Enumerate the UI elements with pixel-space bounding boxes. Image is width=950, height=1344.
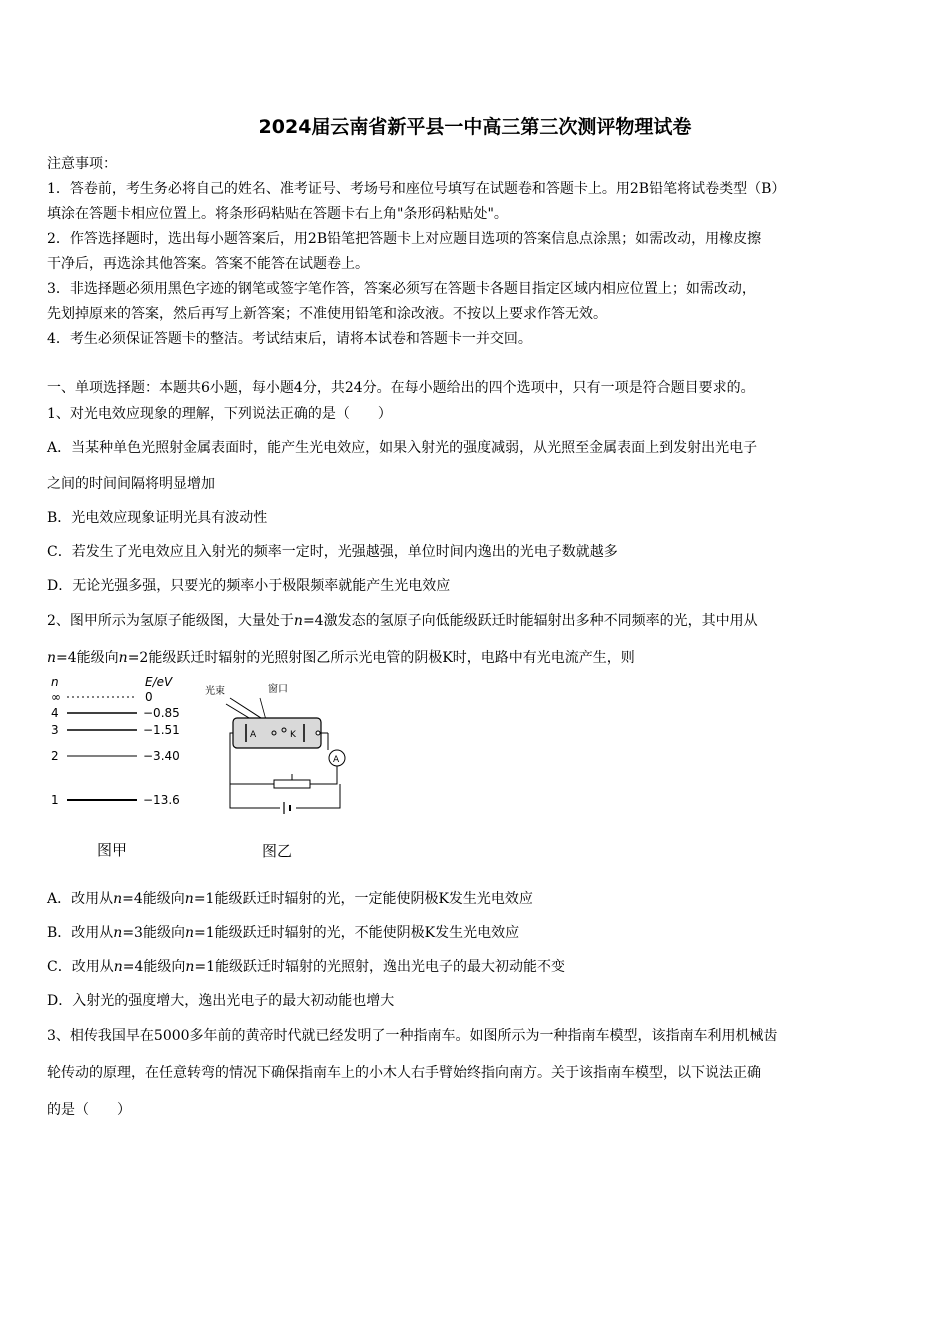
q1-option-a-line2: 之间的时间间隔将明显增加 [47,476,215,492]
notice-line-1: 1．答卷前，考生务必将自己的姓名、准考证号、考场号和座位号填写在试题卷和答题卡上。用2B铅笔将试卷类型（B） [47,181,786,197]
q2-option-c: C．改用从n=4能级向n=1能级跃迁时辐射的光照射，逸出光电子的最大初动能不变 [47,959,566,975]
q2-option-d: D．入射光的强度增大，逸出光电子的最大初动能也增大 [47,993,395,1009]
level-n-1: 1 [51,793,59,807]
n-header: n [51,675,59,689]
notice-line-3: 2．作答选择题时，选出每小题答案后，用2B铅笔把答题卡上对应题目选项的答案信息点涂黑；如需改动，用橡皮擦 [47,231,762,247]
terminal [316,731,320,735]
energy-level-diagram [45,673,195,863]
level-e-2: −3.40 [143,749,180,763]
notice-heading: 注意事项： [47,156,117,172]
level-e-3: −1.51 [143,723,180,737]
level-n-2: 2 [51,749,59,763]
ammeter-label: A [333,755,340,765]
q1-option-b: B．光电效应现象证明光具有波动性 [47,510,268,526]
q2-option-b: B．改用从n=3能级向n=1能级跃迁时辐射的光，不能使阴极K发生光电效应 [47,925,520,941]
q2-stem-line2: n=4能级向n=2能级跃迁时辐射的光照射图乙所示光电管的阴极K时，电路中有光电流产生，则 [47,650,635,666]
q3-stem-line1: 3、相传我国早在5000多年前的黄帝时代就已经发明了一种指南车。如图所示为一种指南车模型，该指南车利用机械齿 [47,1028,778,1044]
anode-label: A [250,730,257,740]
q2-option-a: A．改用从n=4能级向n=1能级跃迁时辐射的光，一定能使阴极K发生光电效应 [47,891,533,907]
cathode-label: K [290,730,296,740]
figure-yi-caption: 图乙 [262,842,293,860]
q1-option-a-line1: A．当某种单色光照射金属表面时，能产生光电效应，如果入射光的强度减弱，从光照至金属表面上到发射出光电子 [47,440,758,456]
notice-line-7: 4．考生必须保证答题卡的整洁。考试结束后，请将本试卷和答题卡一并交回。 [47,331,532,347]
light-beam-label: 光束 [205,686,225,697]
level-n-4: 4 [51,706,59,720]
level-n-3: 3 [51,723,59,737]
window-pointer [260,698,266,720]
level-e-infinity: 0 [145,690,153,704]
q1-option-c: C．若发生了光电效应且入射光的频率一定时，光强越强，单位时间内逸出的光电子数就越多 [47,544,618,560]
q3-stem-line2: 轮传动的原理，在任意转弯的情况下确保指南车上的小木人右手臂始终指向南方。关于该指南车模型，以下说法正确 [47,1065,761,1081]
q1-option-d: D．无论光强多强，只要光的频率小于极限频率就能产生光电效应 [47,578,451,594]
section-heading: 一、单项选择题：本题共6小题，每小题4分，共24分。在每小题给出的四个选项中，只有一项是符合题目要求的。 [47,380,755,396]
level-n-infinity: ∞ [51,690,61,704]
level-e-4: −0.85 [143,706,180,720]
photoelectric-tube-circuit [200,678,360,863]
energy-header: E/eV [145,675,173,689]
notice-line-4: 干净后，再选涂其他答案。答案不能答在试题卷上。 [47,256,369,272]
q2-stem-line1: 2、图甲所示为氢原子能级图，大量处于n=4激发态的氢原子向低能级跃迁时能辐射出多种不同频率的光，其中用从 [47,613,758,629]
notice-line-5: 3．非选择题必须用黑色字迹的钢笔或签字笔作答，答案必须写在答题卡各题目指定区域内相应位置上；如需改动， [47,281,756,297]
notice-line-2: 填涂在答题卡相应位置上。将条形码粘贴在答题卡右上角"条形码粘贴处"。 [47,206,508,222]
q1-stem: 1、对光电效应现象的理解，下列说法正确的是（ ） [47,406,392,422]
window-label: 窗口 [268,684,288,695]
notice-line-6: 先划掉原来的答案，然后再写上新答案；不准使用铅笔和涂改液。不按以上要求作答无效。 [47,306,607,322]
level-e-1: −13.6 [143,793,180,807]
rheostat [274,780,310,788]
q3-stem-line3: 的是（ ） [47,1102,131,1118]
page-title: 2024届云南省新平县一中高三第三次测评物理试卷 [258,116,692,138]
figure-jia-caption: 图甲 [97,841,128,859]
